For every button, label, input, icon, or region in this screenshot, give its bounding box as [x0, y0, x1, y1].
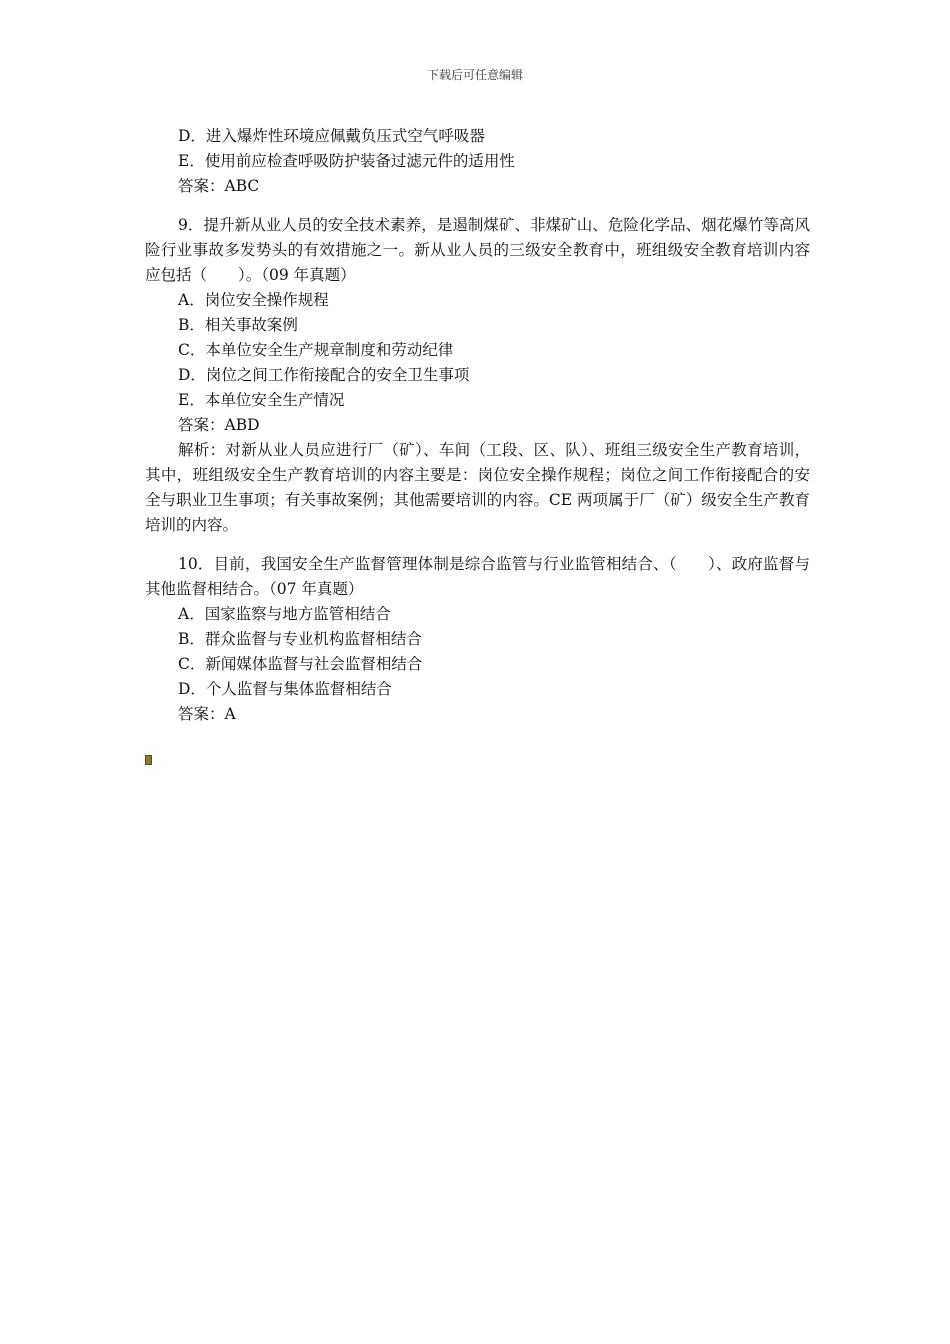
- document-body: [145, 124, 810, 727]
- q9-option-e: E．本单位安全生产情况: [178, 391, 345, 409]
- option-e: E．使用前应检查呼吸防护装备过滤元件的适用性: [178, 152, 515, 170]
- q10-option-d: D．个人监督与集体监督相结合: [178, 680, 392, 698]
- q9-option-b: B．相关事故案例: [178, 316, 298, 334]
- q10-answer: 答案：A: [178, 705, 236, 723]
- q10-option-b: B．群众监督与专业机构监督相结合: [178, 630, 422, 648]
- q9-option-a: A．岗位安全操作规程: [178, 291, 329, 309]
- q9-option-d: D．岗位之间工作衔接配合的安全卫生事项: [178, 366, 470, 384]
- page-header: 下载后可任意编辑: [426, 68, 523, 82]
- q10-option-c: C．新闻媒体监督与社会监督相结合: [178, 655, 423, 673]
- anchor-marker-icon: [145, 755, 152, 765]
- q9-option-c: C．本单位安全生产规章制度和劳动纪律: [178, 341, 454, 359]
- q9-answer: 答案：ABD: [178, 416, 260, 434]
- q10-option-a: A．国家监察与地方监管相结合: [178, 605, 391, 623]
- q9-analysis: 解析：对新从业人员应进行厂（矿）、车间（工段、区、队）、班组三级安全生产教育培训，其中，班组级安全生产教育培训的内容主要是：岗位安全操作规程；岗位之间工作衔接配合的安全与职业卫生事项；有关事故案例；其他需要培训的内容。CE 两项属于厂（矿）级安全生产教育培训的内容。: [145, 441, 810, 534]
- question-10: 10．目前，我国安全生产监督管理体制是综合监管与行业监管相结合、（ ）、政府监督与其他监督相结合。（07 年真题）: [145, 555, 810, 598]
- question-9: 9．提升新从业人员的安全技术素养，是遏制煤矿、非煤矿山、危险化学品、烟花爆竹等高风险行业事故多发势头的有效措施之一。新从业人员的三级安全教育中，班组级安全教育培训内容应包括（ ）。（09 年真题）: [145, 216, 810, 284]
- option-d: D．进入爆炸性环境应佩戴负压式空气呼吸器: [178, 127, 485, 145]
- spacer: [145, 199, 810, 213]
- answer: 答案：ABC: [178, 177, 260, 195]
- spacer: [145, 538, 810, 552]
